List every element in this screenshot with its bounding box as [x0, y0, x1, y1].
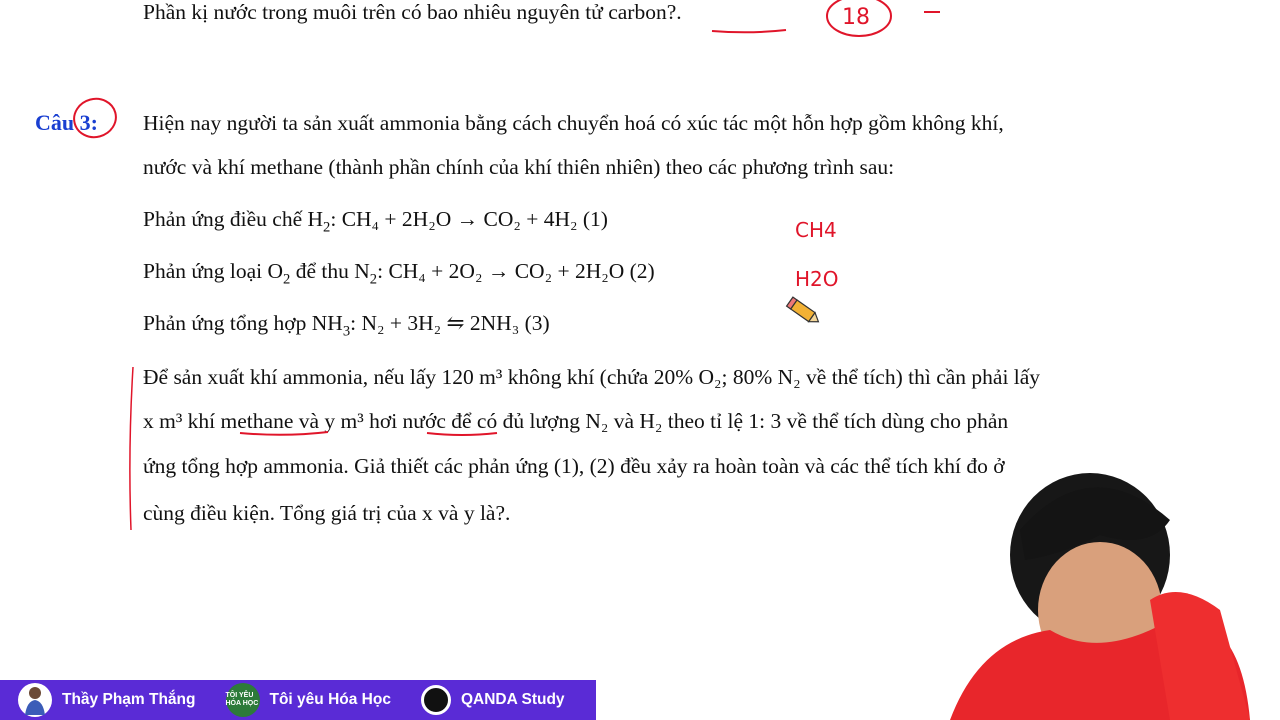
channel-logo: TÔI YÊU HÓA HỌC — [226, 683, 260, 717]
footer-channel — [226, 683, 391, 717]
footer-platform — [421, 685, 565, 715]
channel-name: Tôi yêu Hóa Học — [269, 691, 391, 708]
hoi-nuoc-word: hơi nước — [369, 409, 446, 433]
body-line-3: ứng tổng hợp ammonia. Giả thiết các phản ứng (1), (2) đều xảy ra hoàn toàn và các thể tích khí đo ở — [143, 454, 1005, 478]
underline-carbon — [712, 30, 786, 32]
platform-name: QANDA Study — [460, 691, 565, 708]
intro-line-2: nước và khí methane (thành phần chính của khí thiên nhiên) theo các phương trình sau: — [143, 155, 895, 179]
teacher-avatar — [18, 683, 52, 717]
presenter-video — [950, 460, 1280, 720]
footer-teacher — [18, 683, 196, 717]
question-label: Câu 3: — [35, 110, 98, 135]
prev-question-text: Phần kị nước trong muôi trên có bao nhiêu nguyên tử carbon?. — [143, 0, 682, 24]
note-h2o: H2O — [795, 267, 839, 291]
left-bracket — [130, 367, 133, 530]
footer-banner — [0, 680, 596, 720]
note-ch4: CH4 — [795, 218, 837, 242]
answer-18: 18 — [842, 5, 870, 30]
body-line-2: x m³ khí methane và y m³ hơi nước để có đủ lượng N₂ và H₂ theo tỉ lệ 1: 3 về thể tích dùng cho phản — [143, 409, 1009, 433]
carbon-word: carbon — [608, 0, 667, 24]
pencil-icon — [787, 297, 822, 326]
qanda-icon — [421, 685, 451, 715]
answer-circle — [827, 0, 891, 36]
body-line-4: cùng điều kiện. Tổng giá trị của x và y là?. — [143, 501, 511, 525]
body-line-1: Để sản xuất khí ammonia, nếu lấy 120 m³ không khí (chứa 20% O₂; 80% N₂ về thể tích) thì cần phải lấy — [143, 365, 1041, 389]
reaction-1: Phản ứng điều chế $H_2$: CH₄ + 2H₂O → CO₂ + 4H₂ (1) — [143, 207, 608, 236]
intro-line-1: Hiện nay người ta sản xuất ammonia bằng cách chuyển hoá có xúc tác một hỗn hợp gồm không khí, — [143, 111, 1004, 135]
reaction-3: Phản ứng tổng hợp $NH_3$: N₂ + 3H₂ ⇋ 2NH₃ (3) — [143, 311, 550, 340]
teacher-name: Thầy Phạm Thắng — [62, 691, 196, 708]
methane-word: methane — [220, 409, 294, 433]
reaction-2: Phản ứng loại $O_2$ để thu $N_2$: CH₄ + 2O₂ → CO₂ + 2H₂O (2) — [143, 259, 655, 288]
